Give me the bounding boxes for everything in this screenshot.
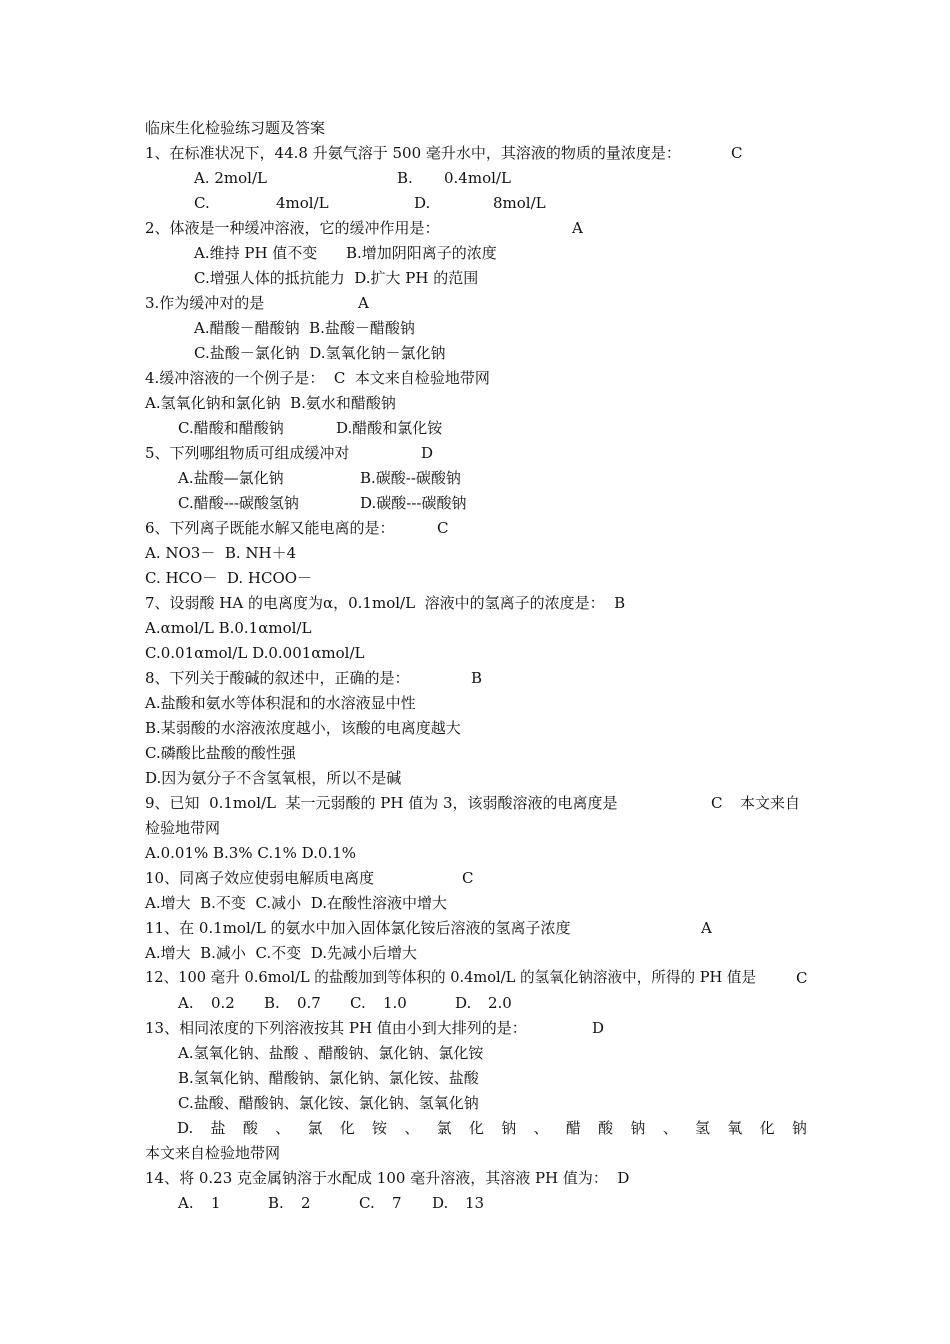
question-13-option-d-token: 酸 [242, 1119, 258, 1137]
question-8-stem: 8、下列关于酸碱的叙述中，正确的是： [145, 669, 410, 687]
question-7-options-cd: C.0.01αmol/L D.0.001αmol/L [145, 644, 365, 662]
question-9-source-note: 本文来自 [740, 794, 801, 812]
question-10-stem: 10、同离子效应使弱电解质电离度 [145, 869, 375, 887]
question-1-option-d-key: D. [414, 194, 431, 212]
question-10-options: A.增大 B.不变 C.减小 D.在酸性溶液中增大 [145, 894, 447, 912]
question-12-option-c: 1.0 [383, 994, 407, 1012]
question-2-stem: 2、体液是一种缓冲溶液，它的缓冲作用是： [145, 219, 440, 237]
question-6-answer: C [437, 519, 449, 537]
question-14-option-a: 1 [211, 1194, 221, 1212]
question-5-option-d: D.碳酸---碳酸钠 [360, 494, 467, 512]
question-14-option-c-key: C. [359, 1194, 375, 1212]
question-2-answer: A [572, 219, 583, 237]
question-14-option-b-key: B. [268, 1194, 284, 1212]
question-12-option-b: 0.7 [297, 994, 321, 1012]
question-2-option-b: B.增加阴阳离子的浓度 [346, 244, 497, 262]
question-1-option-b: 0.4mol/L [444, 169, 511, 187]
question-12-option-a: 0.2 [211, 994, 235, 1012]
question-13-option-d-token: 钠 [630, 1119, 646, 1137]
question-6-stem: 6、下列离子既能水解又能电离的是： [145, 519, 395, 537]
question-13-option-d [177, 1118, 807, 1138]
question-13-source-note: 本文来自检验地带网 [145, 1144, 281, 1162]
question-1-option-a: A. 2mol/L [194, 169, 267, 187]
question-13-option-b: B.氢氧化钠、醋酸钠、氯化钠、氯化铵、盐酸 [178, 1069, 479, 1087]
question-13-option-d-token: 盐 [210, 1119, 226, 1137]
question-13-option-d-token: 氢 [695, 1119, 711, 1137]
question-4-options-ab: A.氢氧化钠和氯化钠 B.氨水和醋酸钠 [145, 394, 396, 412]
question-3-options-ab: A.醋酸－醋酸钠 B.盐酸－醋酸钠 [194, 319, 415, 337]
question-13-option-d-token: 、 [404, 1119, 420, 1137]
question-8-option-b: B.某弱酸的水溶液浓度越小，该酸的电离度越大 [145, 719, 461, 737]
question-14-option-b: 2 [301, 1194, 311, 1212]
question-13-option-d-token: 氧 [727, 1119, 743, 1137]
question-13-option-d-token: 、 [533, 1119, 549, 1137]
question-5-option-a: A.盐酸—氯化钠 [178, 469, 284, 487]
question-14-option-c: 7 [392, 1194, 402, 1212]
question-8-option-c: C.磷酸比盐酸的酸性强 [145, 744, 296, 762]
question-12-option-a-key: A. [178, 994, 194, 1012]
question-1-stem: 1、在标准状况下，44.8 升氨气溶于 500 毫升水中，其溶液的物质的量浓度是： [145, 144, 681, 162]
question-11-options: A.增大 B.减小 C.不变 D.先减小后增大 [145, 944, 417, 962]
question-13-option-d-token: 钠 [501, 1119, 517, 1137]
question-3-answer: A [358, 294, 369, 312]
question-13-option-d-token: 化 [339, 1119, 355, 1137]
question-11-stem: 11、在 0.1mol/L 的氨水中加入固体氯化铵后溶液的氢离子浓度 [145, 919, 571, 937]
question-5-option-c: C.醋酸---碳酸氢钠 [178, 494, 299, 512]
question-8-answer: B [471, 669, 483, 687]
question-8-option-a: A.盐酸和氨水等体积混和的水溶液显中性 [145, 694, 416, 712]
question-13-option-d-token: 酸 [598, 1119, 614, 1137]
question-13-option-d-token: 、 [662, 1119, 678, 1137]
question-11-answer: A [701, 919, 712, 937]
question-14-option-d-key: D. [432, 1194, 449, 1212]
question-3-stem: 3.作为缓冲对的是 [145, 294, 265, 312]
question-5-option-b: B.碳酸--碳酸钠 [360, 469, 461, 487]
question-6-options-cd: C. HCO－ D. HCOO－ [145, 569, 313, 587]
question-1-option-c-key: C. [194, 194, 210, 212]
question-13-option-d-token: 氯 [436, 1119, 452, 1137]
question-2-option-a: A.维持 PH 值不变 [194, 244, 318, 262]
question-12-option-d-key: D. [455, 994, 472, 1012]
question-1-option-d: 8mol/L [493, 194, 546, 212]
question-5-answer: D [421, 444, 434, 462]
question-3-options-cd: C.盐酸－氯化钠 D.氢氧化钠－氯化钠 [194, 344, 446, 362]
question-13-answer: D [592, 1019, 605, 1037]
question-12-stem: 12、100 毫升 0.6mol/L 的盐酸加到等体积的 0.4mol/L 的氢氧化钠溶液中，所得的 PH 值是 [145, 969, 757, 986]
question-13-option-d-token: 、 [275, 1119, 291, 1137]
question-9-options: A.0.01% B.3% C.1% D.0.1% [145, 844, 357, 862]
question-10-answer: C [462, 869, 474, 887]
question-13-option-d-token: 醋 [565, 1119, 581, 1137]
question-4-stem: 4.缓冲溶液的一个例子是： C 本文来自检验地带网 [145, 369, 490, 387]
question-13-option-d-token: 钠 [791, 1119, 807, 1137]
question-13-option-a: A.氢氧化钠、盐酸 、醋酸钠、氯化钠、氯化铵 [178, 1044, 484, 1062]
question-14-option-d: 13 [465, 1194, 485, 1212]
question-9-answer: C [711, 794, 723, 812]
question-4-option-d: D.醋酸和氯化铵 [336, 419, 443, 437]
question-13-option-c: C.盐酸、醋酸钠、氯化铵、氯化钠、氢氧化钠 [178, 1094, 479, 1112]
document-title: 临床生化检验练习题及答案 [145, 119, 326, 137]
question-14-stem: 14、将 0.23 克金属钠溶于水配成 100 毫升溶液，其溶液 PH 值为： D [145, 1169, 630, 1187]
question-13-option-d-token: D. [177, 1119, 194, 1137]
question-7-options-ab: A.αmol/L B.0.1αmol/L [145, 619, 312, 637]
question-13-option-d-token: 化 [468, 1119, 484, 1137]
question-12-option-d: 2.0 [488, 994, 512, 1012]
question-13-option-d-token: 化 [759, 1119, 775, 1137]
question-9-source-note-continued: 检验地带网 [145, 819, 221, 837]
question-9-stem: 9、已知 0.1mol/L 某一元弱酸的 PH 值为 3，该弱酸溶液的电离度是 [145, 794, 618, 812]
question-12-option-b-key: B. [264, 994, 280, 1012]
question-12-option-c-key: C. [350, 994, 366, 1012]
question-4-option-c: C.醋酸和醋酸钠 [178, 419, 284, 437]
question-1-option-c: 4mol/L [276, 194, 329, 212]
question-8-option-d: D.因为氨分子不含氢氧根，所以不是碱 [145, 769, 402, 787]
question-7-stem: 7、设弱酸 HA 的电离度为α，0.1mol/L 溶液中的氢离子的浓度是： B [145, 594, 626, 612]
question-1-answer: C [731, 144, 743, 162]
question-14-option-a-key: A. [178, 1194, 194, 1212]
question-6-options-ab: A. NO3－ B. NH＋4 [145, 544, 297, 562]
question-1-option-b-key: B. [397, 169, 413, 187]
question-2-options-cd: C.增强人体的抵抗能力 D.扩大 PH 的范围 [194, 269, 479, 287]
question-5-stem: 5、下列哪组物质可组成缓冲对 [145, 444, 350, 462]
question-13-option-d-token: 铵 [372, 1119, 388, 1137]
question-13-stem: 13、相同浓度的下列溶液按其 PH 值由小到大排列的是： [145, 1019, 527, 1037]
question-13-option-d-token: 氯 [307, 1119, 323, 1137]
question-12-answer: C [796, 969, 808, 987]
